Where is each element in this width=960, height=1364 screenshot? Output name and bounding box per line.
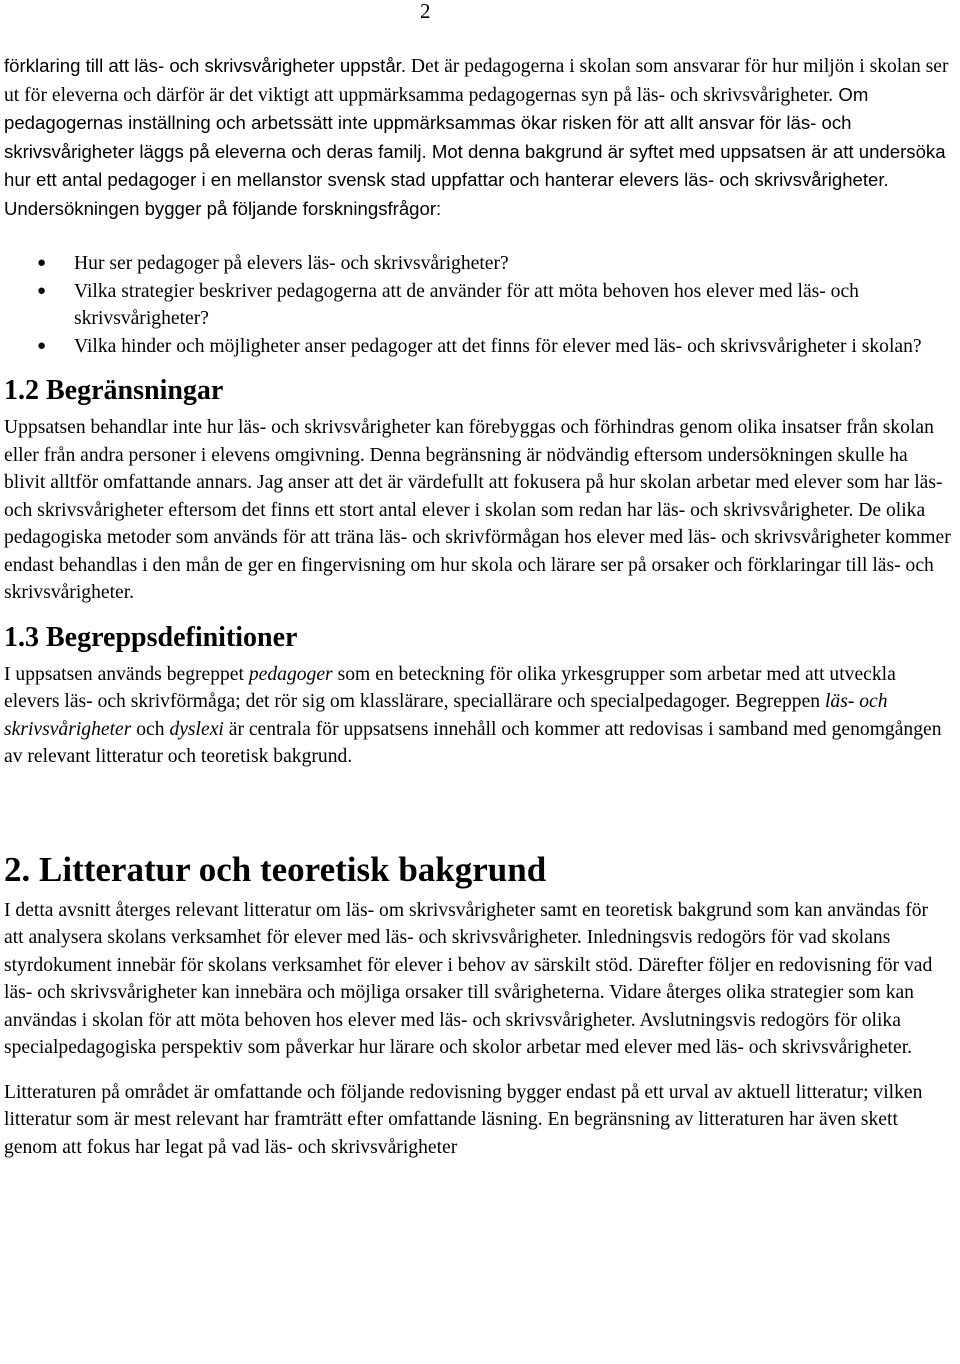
list-item — [4, 250, 952, 278]
definitions-text: I uppsatsen används begreppet — [4, 663, 249, 685]
page-number: 2 — [420, 0, 431, 23]
limitations-paragraph: Uppsatsen behandlar inte hur läs- och skrivsvårigheter kan förebyggas och förhindras genom olika insatser från skolan eller från andra personer i elevens omgivning. Denna begränsning är nödvändig eftersom undersökningen skulle ha blivit alltför omfattande annars. Jag anser att det är värdefullt att fokusera på hur skolan arbetar med elever som har läs- och skrivsvårigheter eftersom det finns ett stort antal elever i skolan som redan har läs- och skrivsvårigheter. De olika pedagogiska metoder som används för att träna läs- och skrivförmågan hos elever med läs- och skrivsvårigheter kommer endast behandlas i den mån de ger en fingervisning om hur skola och lärare ser på orsaker och förklaringar till läs- och skrivsvårigheter. — [4, 417, 951, 603]
definitions-text: och — [131, 718, 170, 740]
question-text: Hur ser pedagoger på elevers läs- och skrivsvårigheter? — [74, 253, 509, 274]
question-text: Vilka hinder och möjligheter anser pedagoger att det finns för elever med läs- och skrivsvårigheter i skolan? — [74, 335, 922, 357]
literature-paragraph-1: I detta avsnitt återges relevant litteratur om läs- om skrivsvårigheter samt en teoretisk bakgrund som kan användas för att analysera skolans verksamhet för elever med läs- och skrivsvårigheter. Inledningsvis redogörs för vad skolans styrdokument innebär för skolans verksamhet för elever i behov av särskilt stöd. Därefter följer en redovisning för vad läs- och skrivsvårigheter kan innebära och möjliga orsaker till svårigheterna. Vidare återges olika strategier som kan användas i skolan för att möta behoven hos elever med läs- och skrivsvårigheter. Avslutningsvis redogörs för olika specialpedagogiska perspektiv som påverkar hur lärare och skolor arbetar med elever med läs- och skrivsvårigheter. — [4, 899, 933, 1058]
chapter-heading-literature: 2. Litteratur och teoretisk bakgrund — [4, 849, 547, 889]
definitions-paragraph — [4, 661, 952, 771]
intro-text-1: förklaring till att läs- och skrivsvårigheter uppstår. — [4, 55, 406, 76]
section-heading-definitions: 1.3 Begreppsdefinitioner — [4, 621, 298, 653]
bullet-icon: ● — [37, 282, 47, 299]
intro-text-2: Det är pedagogerna i skolan som ansvarar för hur miljön i skolan ser ut för eleverna och därför är det viktigt att uppmärksamma pedagogernas syn på läs- och skrivsvårigheter. — [4, 56, 949, 106]
list-item — [4, 278, 952, 333]
bullet-icon: ● — [37, 337, 47, 354]
term-las-och-skrivsvarigheter: läs- och skrivsvårigheter — [4, 691, 888, 740]
section-heading-limitations: 1.2 Begränsningar — [4, 375, 224, 406]
intro-text-3: Om pedagogernas inställning och arbetssätt inte uppmärksammas ökar risken för att allt ansvar för läs- och skrivsvårigheter läggs på eleverna och deras familj. Mot denna bakgrund är syftet med uppsatsen är att undersöka hur ett antal pedagoger i en mellanstor svensk stad uppfattar och hanterar elevers läs- och skrivsvårigheter. Undersökningen bygger på följande forskningsfrågor: — [4, 83, 946, 219]
research-questions-list — [4, 250, 952, 360]
intro-paragraph — [4, 52, 952, 223]
definitions-text: är centrala för uppsatsens innehåll och kommer att redovisas i samband med genomgången av relevant litteratur och teoretisk bakgrund. — [4, 718, 942, 767]
question-text: Vilka strategier beskriver pedagogerna att de använder för att möta behoven hos elever med läs- och skrivsvårigheter? — [74, 280, 859, 329]
list-item — [4, 333, 952, 361]
bullet-icon: ● — [37, 255, 47, 271]
definitions-text: som en beteckning för olika yrkesgrupper som arbetar med att utveckla elevers läs- och skrivförmåga; det rör sig om klasslärare, speciallärare och specialpedagoger. Begreppen — [4, 663, 896, 712]
term-dyslexi: dyslexi — [169, 718, 224, 740]
document-body — [4, 52, 952, 1161]
literature-paragraph-2: Litteraturen på området är omfattande och följande redovisning bygger endast på ett urval av aktuell litteratur; vilken litteratur som är mest relevant har framträtt efter omfattande läsning. En begränsning av litteraturen har även skett genom att fokus har legat på vad läs- och skrivsvårigheter — [4, 1081, 923, 1158]
term-pedagoger: pedagoger — [248, 663, 333, 685]
